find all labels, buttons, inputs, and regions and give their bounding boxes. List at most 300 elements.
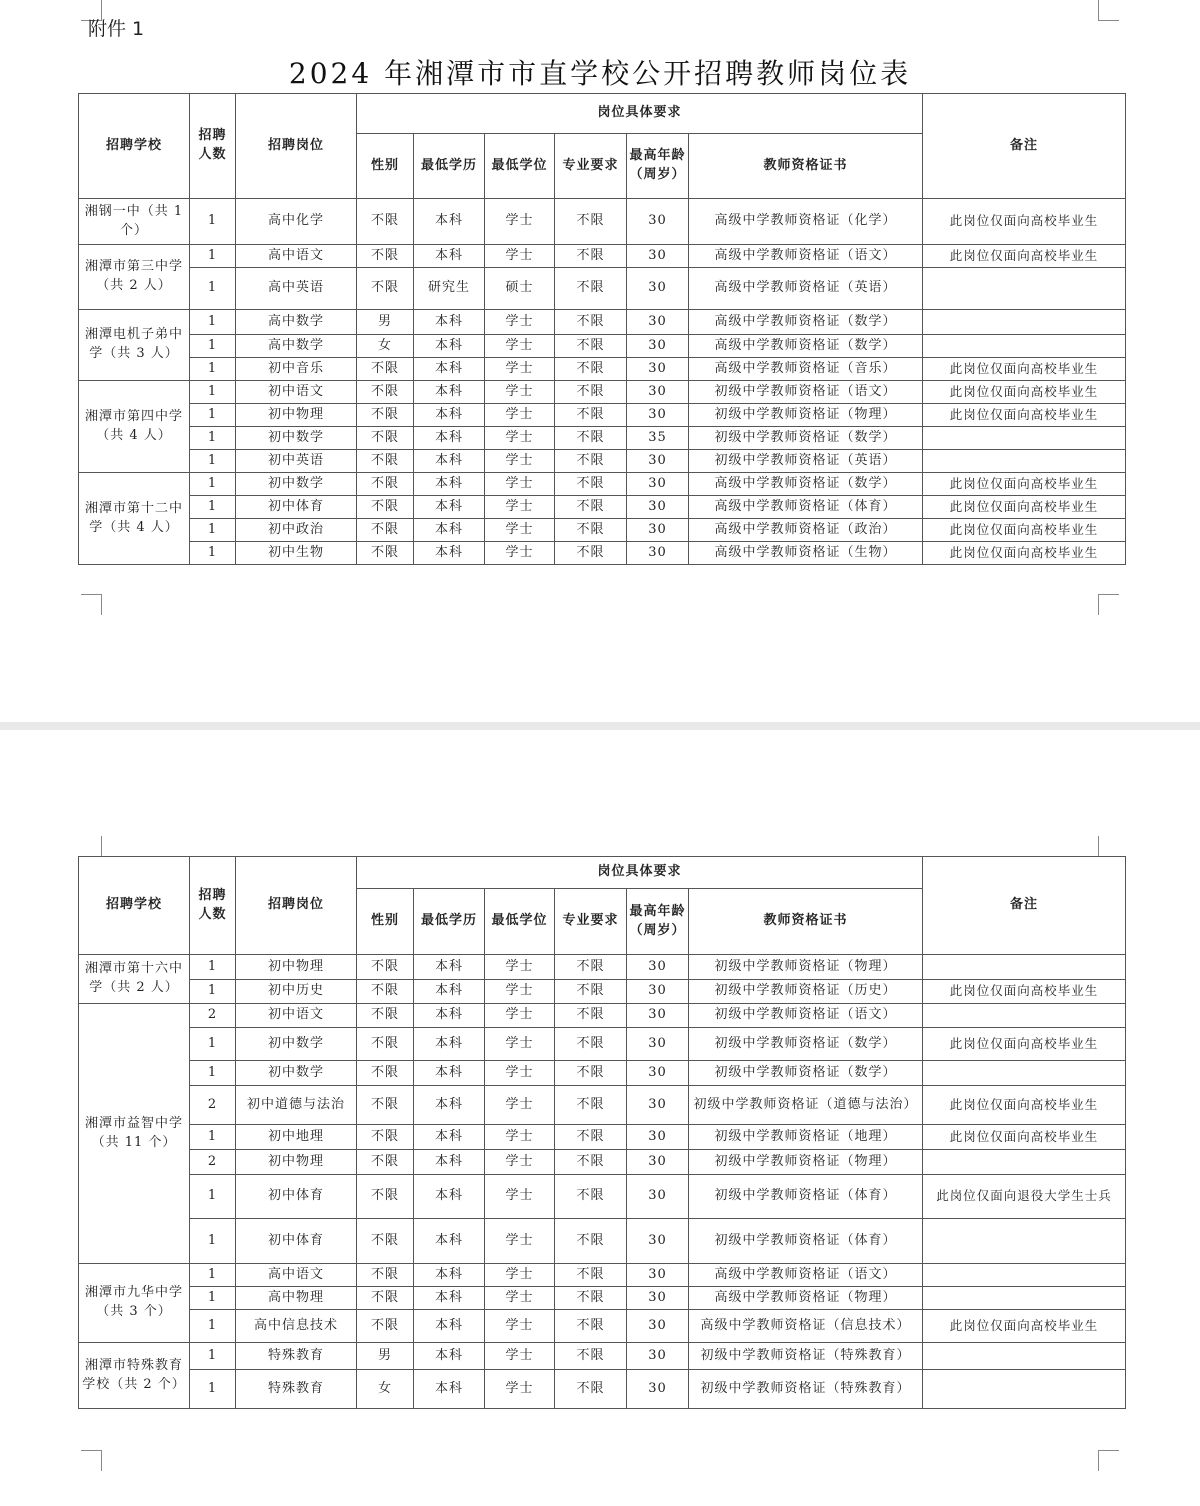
- count-cell: 1: [190, 1310, 236, 1343]
- remark-cell: 此岗位仅面向高校毕业生: [923, 358, 1126, 381]
- remark-cell: 此岗位仅面向高校毕业生: [923, 245, 1126, 268]
- position-cell: 初中音乐: [236, 358, 357, 381]
- certificate-cell: 初级中学教师资格证（英语）: [689, 450, 923, 473]
- document-page-1: [0, 0, 1200, 722]
- gender-cell: 不限: [357, 519, 414, 542]
- gender-cell: 男: [357, 310, 414, 335]
- education-cell: 本科: [414, 199, 485, 245]
- certificate-cell: 高级中学教师资格证（英语）: [689, 268, 923, 310]
- education-cell: 本科: [414, 496, 485, 519]
- position-cell: 初中体育: [236, 1175, 357, 1219]
- remark-cell: [923, 268, 1126, 310]
- gender-cell: 不限: [357, 1061, 414, 1086]
- age-cell: 30: [627, 980, 689, 1004]
- certificate-cell: 初级中学教师资格证（语文）: [689, 1004, 923, 1028]
- remark-cell: [923, 310, 1126, 335]
- degree-cell: 学士: [485, 473, 555, 496]
- certificate-cell: 初级中学教师资格证（特殊教育）: [689, 1370, 923, 1409]
- age-cell: 30: [627, 381, 689, 404]
- gender-cell: 不限: [357, 1125, 414, 1150]
- count-cell: 1: [190, 1370, 236, 1409]
- count-cell: 1: [190, 358, 236, 381]
- count-cell: 1: [190, 1219, 236, 1264]
- major-cell: 不限: [555, 542, 627, 565]
- position-cell: 初中数学: [236, 427, 357, 450]
- degree-cell: 硕士: [485, 268, 555, 310]
- major-cell: 不限: [555, 1370, 627, 1409]
- age-cell: 35: [627, 427, 689, 450]
- education-cell: 本科: [414, 427, 485, 450]
- remark-cell: [923, 1264, 1126, 1287]
- education-cell: 本科: [414, 310, 485, 335]
- position-cell: 高中数学: [236, 335, 357, 358]
- major-cell: 不限: [555, 268, 627, 310]
- degree-cell: 学士: [485, 427, 555, 450]
- major-cell: 不限: [555, 1061, 627, 1086]
- certificate-cell: 高级中学教师资格证（语文）: [689, 245, 923, 268]
- position-cell: 初中物理: [236, 404, 357, 427]
- gender-cell: 不限: [357, 358, 414, 381]
- certificate-cell: 高级中学教师资格证（数学）: [689, 310, 923, 335]
- degree-cell: 学士: [485, 980, 555, 1004]
- page-corner-mark: [1098, 594, 1119, 615]
- remark-cell: 此岗位仅面向高校毕业生: [923, 542, 1126, 565]
- count-cell: 1: [190, 310, 236, 335]
- count-cell: 1: [190, 1125, 236, 1150]
- degree-cell: 学士: [485, 496, 555, 519]
- degree-cell: 学士: [485, 310, 555, 335]
- position-cell: 高中数学: [236, 310, 357, 335]
- degree-cell: 学士: [485, 1150, 555, 1175]
- table-row: [79, 496, 1126, 519]
- count-cell: 2: [190, 1086, 236, 1125]
- gender-cell: 不限: [357, 268, 414, 310]
- major-cell: 不限: [555, 404, 627, 427]
- count-cell: 1: [190, 1175, 236, 1219]
- position-cell: 初中英语: [236, 450, 357, 473]
- gender-cell: 不限: [357, 1264, 414, 1287]
- education-cell: 本科: [414, 335, 485, 358]
- header-school: 招聘学校: [79, 94, 190, 199]
- page-corner-mark: [1098, 0, 1119, 21]
- position-cell: 初中语文: [236, 1004, 357, 1028]
- page-corner-mark: [81, 594, 102, 615]
- header-max-age: 最高年龄（周岁）: [627, 134, 689, 199]
- education-cell: 本科: [414, 245, 485, 268]
- school-cell: 湘潭市九华中学（共 3 个）: [79, 1264, 190, 1343]
- position-cell: 高中英语: [236, 268, 357, 310]
- page-corner-mark: [1098, 1450, 1119, 1471]
- major-cell: 不限: [555, 358, 627, 381]
- age-cell: 30: [627, 1343, 689, 1370]
- major-cell: 不限: [555, 1086, 627, 1125]
- position-cell: 初中数学: [236, 473, 357, 496]
- certificate-cell: 高级中学教师资格证（政治）: [689, 519, 923, 542]
- page-separator: [0, 722, 1200, 730]
- degree-cell: 学士: [485, 450, 555, 473]
- position-cell: 高中化学: [236, 199, 357, 245]
- education-cell: 本科: [414, 1150, 485, 1175]
- count-cell: 1: [190, 381, 236, 404]
- age-cell: 30: [627, 1028, 689, 1061]
- certificate-cell: 高级中学教师资格证（物理）: [689, 1287, 923, 1310]
- header-count: 招聘人数: [190, 857, 236, 955]
- page-corner-mark: [1098, 836, 1119, 857]
- gender-cell: 女: [357, 1370, 414, 1409]
- table-row: [79, 1219, 1126, 1264]
- count-cell: 1: [190, 496, 236, 519]
- education-cell: 本科: [414, 1370, 485, 1409]
- certificate-cell: 初级中学教师资格证（特殊教育）: [689, 1343, 923, 1370]
- table-row: [79, 268, 1126, 310]
- degree-cell: 学士: [485, 1343, 555, 1370]
- certificate-cell: 初级中学教师资格证（体育）: [689, 1175, 923, 1219]
- degree-cell: 学士: [485, 1310, 555, 1343]
- certificate-cell: 初级中学教师资格证（数学）: [689, 1028, 923, 1061]
- count-cell: 2: [190, 1150, 236, 1175]
- table-row: [79, 1310, 1126, 1343]
- school-cell: 湘潭市益智中学（共 11 个）: [79, 1004, 190, 1264]
- gender-cell: 女: [357, 335, 414, 358]
- degree-cell: 学士: [485, 519, 555, 542]
- table-row: [79, 199, 1126, 245]
- major-cell: 不限: [555, 1310, 627, 1343]
- education-cell: 本科: [414, 1004, 485, 1028]
- major-cell: 不限: [555, 955, 627, 980]
- gender-cell: 不限: [357, 1150, 414, 1175]
- position-cell: 初中语文: [236, 381, 357, 404]
- gender-cell: 不限: [357, 1028, 414, 1061]
- certificate-cell: 高级中学教师资格证（信息技术）: [689, 1310, 923, 1343]
- school-cell: 湘潭电机子弟中学（共 3 人）: [79, 310, 190, 381]
- age-cell: 30: [627, 1175, 689, 1219]
- attachment-label: 附件 1: [88, 18, 145, 40]
- position-cell: 初中历史: [236, 980, 357, 1004]
- position-cell: 初中物理: [236, 1150, 357, 1175]
- gender-cell: 不限: [357, 1086, 414, 1125]
- age-cell: 30: [627, 1086, 689, 1125]
- header-major: 专业要求: [555, 134, 627, 199]
- position-cell: 初中政治: [236, 519, 357, 542]
- header-position: 招聘岗位: [236, 857, 357, 955]
- header-max-age: 最高年龄（周岁）: [627, 889, 689, 955]
- header-position: 招聘岗位: [236, 94, 357, 199]
- major-cell: 不限: [555, 381, 627, 404]
- count-cell: 1: [190, 427, 236, 450]
- major-cell: 不限: [555, 519, 627, 542]
- major-cell: 不限: [555, 335, 627, 358]
- remark-cell: [923, 1004, 1126, 1028]
- age-cell: 30: [627, 1004, 689, 1028]
- school-cell: 湘钢一中（共 1 个）: [79, 199, 190, 245]
- position-cell: 高中语文: [236, 1264, 357, 1287]
- age-cell: 30: [627, 1287, 689, 1310]
- certificate-cell: 高级中学教师资格证（数学）: [689, 473, 923, 496]
- gender-cell: 不限: [357, 404, 414, 427]
- age-cell: 30: [627, 519, 689, 542]
- certificate-cell: 初级中学教师资格证（历史）: [689, 980, 923, 1004]
- major-cell: 不限: [555, 427, 627, 450]
- header-certificate: 教师资格证书: [689, 889, 923, 955]
- certificate-cell: 高级中学教师资格证（生物）: [689, 542, 923, 565]
- remark-cell: 此岗位仅面向高校毕业生: [923, 199, 1126, 245]
- certificate-cell: 初级中学教师资格证（地理）: [689, 1125, 923, 1150]
- age-cell: 30: [627, 1219, 689, 1264]
- header-education: 最低学历: [414, 134, 485, 199]
- table-row: [79, 1150, 1126, 1175]
- age-cell: 30: [627, 542, 689, 565]
- major-cell: 不限: [555, 1264, 627, 1287]
- table-row: [79, 310, 1126, 335]
- major-cell: 不限: [555, 1343, 627, 1370]
- gender-cell: 不限: [357, 381, 414, 404]
- major-cell: 不限: [555, 199, 627, 245]
- education-cell: 本科: [414, 450, 485, 473]
- table-row: [79, 1125, 1126, 1150]
- count-cell: 1: [190, 473, 236, 496]
- age-cell: 30: [627, 1125, 689, 1150]
- age-cell: 30: [627, 245, 689, 268]
- gender-cell: 不限: [357, 473, 414, 496]
- position-cell: 特殊教育: [236, 1343, 357, 1370]
- page-corner-mark: [81, 1450, 102, 1471]
- education-cell: 本科: [414, 1175, 485, 1219]
- header-education: 最低学历: [414, 889, 485, 955]
- education-cell: 研究生: [414, 268, 485, 310]
- table-row: [79, 427, 1126, 450]
- header-count: 招聘人数: [190, 94, 236, 199]
- education-cell: 本科: [414, 381, 485, 404]
- certificate-cell: 初级中学教师资格证（道德与法治）: [689, 1086, 923, 1125]
- education-cell: 本科: [414, 955, 485, 980]
- degree-cell: 学士: [485, 404, 555, 427]
- recruitment-table-page-2: [78, 856, 1126, 1409]
- age-cell: 30: [627, 1264, 689, 1287]
- table-row: [79, 358, 1126, 381]
- major-cell: 不限: [555, 1175, 627, 1219]
- count-cell: 1: [190, 1028, 236, 1061]
- table-row: [79, 1086, 1126, 1125]
- count-cell: 1: [190, 542, 236, 565]
- education-cell: 本科: [414, 980, 485, 1004]
- certificate-cell: 初级中学教师资格证（数学）: [689, 427, 923, 450]
- degree-cell: 学士: [485, 1086, 555, 1125]
- gender-cell: 不限: [357, 1219, 414, 1264]
- degree-cell: 学士: [485, 245, 555, 268]
- degree-cell: 学士: [485, 1219, 555, 1264]
- education-cell: 本科: [414, 404, 485, 427]
- table-row: [79, 473, 1126, 496]
- count-cell: 1: [190, 980, 236, 1004]
- major-cell: 不限: [555, 980, 627, 1004]
- table-header-row: [79, 94, 1126, 134]
- education-cell: 本科: [414, 1061, 485, 1086]
- remark-cell: [923, 1287, 1126, 1310]
- degree-cell: 学士: [485, 1370, 555, 1409]
- position-cell: 高中信息技术: [236, 1310, 357, 1343]
- count-cell: 1: [190, 955, 236, 980]
- gender-cell: 不限: [357, 1175, 414, 1219]
- table-row: [79, 1175, 1126, 1219]
- certificate-cell: 初级中学教师资格证（语文）: [689, 381, 923, 404]
- count-cell: 1: [190, 1287, 236, 1310]
- header-remarks: 备注: [923, 857, 1126, 955]
- gender-cell: 不限: [357, 199, 414, 245]
- remark-cell: [923, 450, 1126, 473]
- degree-cell: 学士: [485, 199, 555, 245]
- document-page-2: [0, 730, 1200, 1506]
- table-row: [79, 1028, 1126, 1061]
- education-cell: 本科: [414, 1310, 485, 1343]
- remark-cell: 此岗位仅面向高校毕业生: [923, 473, 1126, 496]
- table-row: [79, 450, 1126, 473]
- age-cell: 30: [627, 358, 689, 381]
- remark-cell: 此岗位仅面向高校毕业生: [923, 980, 1126, 1004]
- remark-cell: [923, 1061, 1126, 1086]
- remark-cell: [923, 955, 1126, 980]
- degree-cell: 学士: [485, 381, 555, 404]
- header-requirements: 岗位具体要求: [357, 94, 923, 134]
- major-cell: 不限: [555, 245, 627, 268]
- count-cell: 1: [190, 519, 236, 542]
- certificate-cell: 初级中学教师资格证（物理）: [689, 1150, 923, 1175]
- count-cell: 1: [190, 1264, 236, 1287]
- count-cell: 1: [190, 335, 236, 358]
- remark-cell: 此岗位仅面向高校毕业生: [923, 1310, 1126, 1343]
- degree-cell: 学士: [485, 1264, 555, 1287]
- remark-cell: [923, 427, 1126, 450]
- degree-cell: 学士: [485, 955, 555, 980]
- remark-cell: [923, 1219, 1126, 1264]
- remark-cell: 此岗位仅面向高校毕业生: [923, 404, 1126, 427]
- degree-cell: 学士: [485, 542, 555, 565]
- table-row: [79, 404, 1126, 427]
- degree-cell: 学士: [485, 1028, 555, 1061]
- position-cell: 初中地理: [236, 1125, 357, 1150]
- major-cell: 不限: [555, 310, 627, 335]
- education-cell: 本科: [414, 1287, 485, 1310]
- age-cell: 30: [627, 1061, 689, 1086]
- major-cell: 不限: [555, 1125, 627, 1150]
- gender-cell: 不限: [357, 496, 414, 519]
- age-cell: 30: [627, 450, 689, 473]
- degree-cell: 学士: [485, 1287, 555, 1310]
- table-row: [79, 1061, 1126, 1086]
- age-cell: 30: [627, 268, 689, 310]
- degree-cell: 学士: [485, 358, 555, 381]
- remark-cell: 此岗位仅面向高校毕业生: [923, 381, 1126, 404]
- header-gender: 性别: [357, 889, 414, 955]
- age-cell: 30: [627, 1310, 689, 1343]
- table-row: [79, 980, 1126, 1004]
- header-school: 招聘学校: [79, 857, 190, 955]
- table-row: [79, 335, 1126, 358]
- major-cell: 不限: [555, 1004, 627, 1028]
- count-cell: 1: [190, 1343, 236, 1370]
- major-cell: 不限: [555, 1028, 627, 1061]
- remark-cell: 此岗位仅面向高校毕业生: [923, 519, 1126, 542]
- degree-cell: 学士: [485, 1125, 555, 1150]
- header-major: 专业要求: [555, 889, 627, 955]
- age-cell: 30: [627, 404, 689, 427]
- education-cell: 本科: [414, 1125, 485, 1150]
- count-cell: 1: [190, 268, 236, 310]
- remark-cell: [923, 1370, 1126, 1409]
- age-cell: 30: [627, 955, 689, 980]
- header-gender: 性别: [357, 134, 414, 199]
- table-row: [79, 1287, 1126, 1310]
- age-cell: 30: [627, 1150, 689, 1175]
- certificate-cell: 高级中学教师资格证（化学）: [689, 199, 923, 245]
- certificate-cell: 高级中学教师资格证（体育）: [689, 496, 923, 519]
- education-cell: 本科: [414, 1028, 485, 1061]
- certificate-cell: 初级中学教师资格证（数学）: [689, 1061, 923, 1086]
- certificate-cell: 初级中学教师资格证（物理）: [689, 955, 923, 980]
- position-cell: 初中道德与法治: [236, 1086, 357, 1125]
- age-cell: 30: [627, 199, 689, 245]
- remark-cell: [923, 335, 1126, 358]
- header-certificate: 教师资格证书: [689, 134, 923, 199]
- education-cell: 本科: [414, 358, 485, 381]
- position-cell: 初中物理: [236, 955, 357, 980]
- school-cell: 湘潭市特殊教育学校（共 2 个）: [79, 1343, 190, 1409]
- remark-cell: 此岗位仅面向高校毕业生: [923, 1086, 1126, 1125]
- degree-cell: 学士: [485, 1061, 555, 1086]
- age-cell: 30: [627, 310, 689, 335]
- age-cell: 30: [627, 496, 689, 519]
- degree-cell: 学士: [485, 1175, 555, 1219]
- gender-cell: 男: [357, 1343, 414, 1370]
- header-requirements: 岗位具体要求: [357, 857, 923, 889]
- education-cell: 本科: [414, 1219, 485, 1264]
- school-cell: 湘潭市第十二中学（共 4 人）: [79, 473, 190, 565]
- gender-cell: 不限: [357, 955, 414, 980]
- table-row: [79, 1264, 1126, 1287]
- school-cell: 湘潭市第四中学（共 4 人）: [79, 381, 190, 473]
- table-row: [79, 1004, 1126, 1028]
- document-title: 2024 年湘潭市市直学校公开招聘教师岗位表: [288, 57, 912, 90]
- count-cell: 1: [190, 245, 236, 268]
- age-cell: 30: [627, 1370, 689, 1409]
- major-cell: 不限: [555, 1219, 627, 1264]
- degree-cell: 学士: [485, 1004, 555, 1028]
- count-cell: 1: [190, 404, 236, 427]
- education-cell: 本科: [414, 1264, 485, 1287]
- count-cell: 1: [190, 199, 236, 245]
- table-row: [79, 1370, 1126, 1409]
- position-cell: 初中数学: [236, 1028, 357, 1061]
- position-cell: 初中体育: [236, 496, 357, 519]
- header-degree: 最低学位: [485, 134, 555, 199]
- position-cell: 高中物理: [236, 1287, 357, 1310]
- degree-cell: 学士: [485, 335, 555, 358]
- header-remarks: 备注: [923, 94, 1126, 199]
- certificate-cell: 初级中学教师资格证（物理）: [689, 404, 923, 427]
- table-row: [79, 519, 1126, 542]
- remark-cell: 此岗位仅面向高校毕业生: [923, 496, 1126, 519]
- remark-cell: 此岗位仅面向高校毕业生: [923, 1028, 1126, 1061]
- school-cell: 湘潭市第十六中学（共 2 人）: [79, 955, 190, 1004]
- gender-cell: 不限: [357, 1004, 414, 1028]
- school-cell: 湘潭市第三中学（共 2 人）: [79, 245, 190, 310]
- table-row: [79, 381, 1126, 404]
- count-cell: 1: [190, 450, 236, 473]
- education-cell: 本科: [414, 1086, 485, 1125]
- education-cell: 本科: [414, 542, 485, 565]
- count-cell: 2: [190, 1004, 236, 1028]
- remark-cell: [923, 1343, 1126, 1370]
- position-cell: 特殊教育: [236, 1370, 357, 1409]
